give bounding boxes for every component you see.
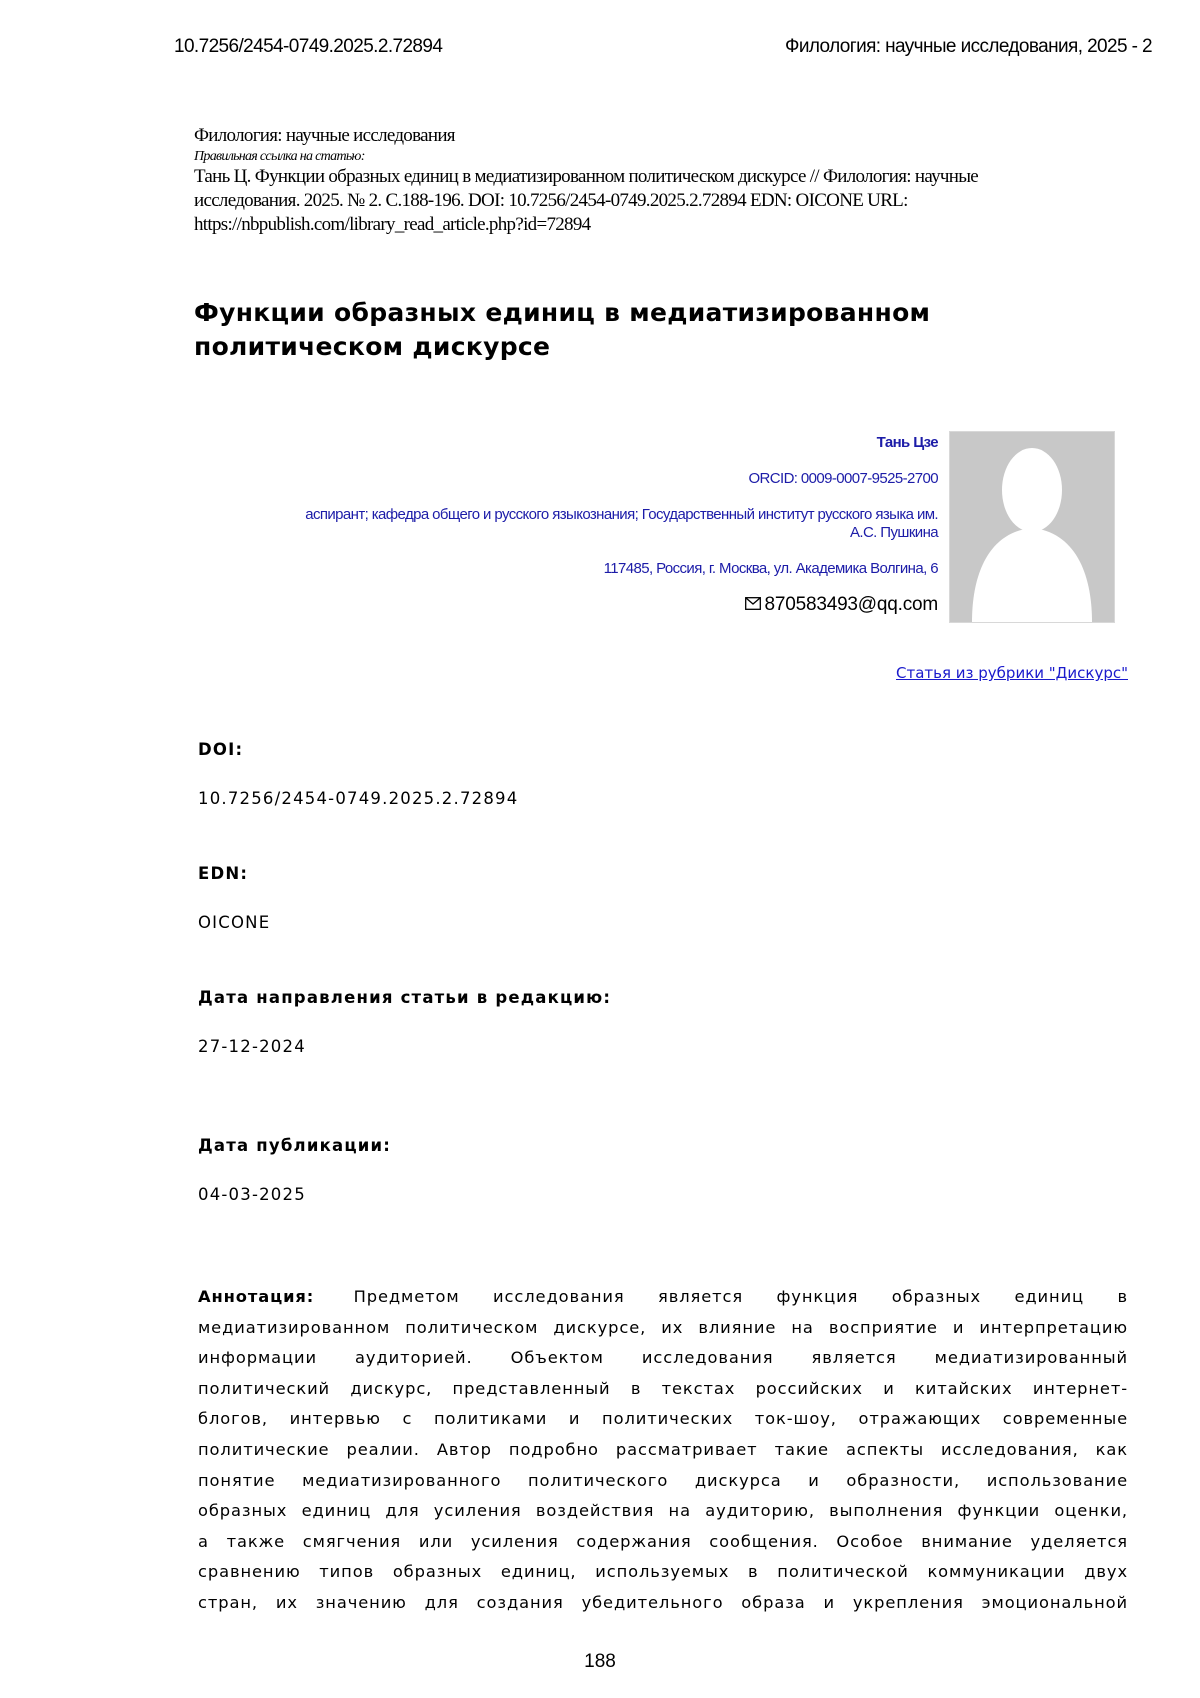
rubric-link[interactable]: Статья из рубрики "Дискурс" bbox=[896, 664, 1128, 682]
abstract-line: медиатизированном политическом дискурсе, их влияние на восприятие и интерпретацию bbox=[198, 1317, 1128, 1337]
author-affiliation bbox=[218, 506, 938, 542]
article-title: Функции образных единиц в медиатизированном политическом дискурсе bbox=[194, 298, 931, 361]
abstract-line: образных единиц для усиления воздействия на аудиторию, выполнения функции оценки, bbox=[198, 1501, 1128, 1521]
abstract-label: Аннотация: bbox=[198, 1287, 315, 1306]
citation-url: https://nbpublish.com/library_read_article.php?id=72894 bbox=[194, 214, 591, 235]
page-number: 188 bbox=[584, 1651, 616, 1672]
affiliation-line: аспирант; кафедра общего и русского языкознания; Государственный институт русского языка им. bbox=[305, 506, 938, 523]
publication-date-label: Дата публикации: bbox=[198, 1136, 392, 1155]
abstract-line: понятие медиатизированного политического дискурса и образности, использование bbox=[198, 1470, 1128, 1490]
edn-label: EDN: bbox=[198, 864, 249, 883]
citation-line: Тань Ц. Функции образных единиц в медиатизированном политическом дискурсе // Филология: научные bbox=[194, 166, 979, 187]
abstract-line: политический дискурс, представленный в текстах российских и китайских интернет- bbox=[198, 1378, 1128, 1398]
author-name: Тань Цзе bbox=[876, 434, 938, 451]
publication-date-value: 04-03-2025 bbox=[198, 1185, 306, 1204]
submission-date-value: 27-12-2024 bbox=[198, 1037, 306, 1056]
author-address: 117485, Россия, г. Москва, ул. Академика Волгина, 6 bbox=[603, 560, 938, 577]
avatar-placeholder-icon bbox=[950, 432, 1114, 622]
author-email[interactable] bbox=[218, 596, 938, 614]
doi-value: 10.7256/2454-0749.2025.2.72894 bbox=[198, 789, 519, 808]
citation-line: исследования. 2025. № 2. С.188-196. DOI: 10.7256/2454-0749.2025.2.72894 EDN: OICONE URL: bbox=[194, 190, 908, 211]
abstract-text: Предметом исследования является функция образных единиц в bbox=[353, 1287, 1128, 1306]
abstract bbox=[198, 1282, 1128, 1619]
abstract-line: а также смягчения или усиления содержания сообщения. Особое внимание уделяется bbox=[198, 1531, 1128, 1551]
citation-journal: Филология: научные исследования bbox=[194, 125, 455, 146]
citation-block bbox=[194, 124, 1094, 237]
header-journal-issue: Филология: научные исследования, 2025 - 2 bbox=[784, 36, 1152, 57]
abstract-line: сравнению типов образных единиц, используемых в политической коммуникации двух bbox=[198, 1562, 1128, 1582]
header-doi: 10.7256/2454-0749.2025.2.72894 bbox=[174, 36, 443, 57]
abstract-line: блогов, интервью с политиками и политических ток-шоу, отражающих современные bbox=[198, 1409, 1128, 1429]
abstract-line bbox=[198, 1282, 1128, 1313]
abstract-line: стран, их значению для создания убедительного образа и укрепления эмоциональной bbox=[198, 1592, 1128, 1612]
abstract-line: информации аудиторией. Объектом исследования является медиатизированный bbox=[198, 1348, 1128, 1368]
author-photo-placeholder bbox=[949, 431, 1115, 623]
email-text[interactable]: 870583493@qq.com bbox=[764, 594, 938, 615]
edn-value: OICONE bbox=[198, 913, 271, 932]
author-orcid: ORCID: 0009-0007-9525-2700 bbox=[748, 470, 938, 487]
citation-label: Правильная ссылка на статью: bbox=[194, 149, 365, 164]
author-block bbox=[218, 434, 938, 632]
abstract-line: политические реалии. Автор подробно рассматривает такие аспекты исследования, как bbox=[198, 1439, 1128, 1459]
affiliation-line: А.С. Пушкина bbox=[849, 524, 938, 541]
doi-label: DOI: bbox=[198, 740, 244, 759]
submission-date-label: Дата направления статьи в редакцию: bbox=[198, 988, 612, 1007]
envelope-icon bbox=[745, 597, 761, 610]
